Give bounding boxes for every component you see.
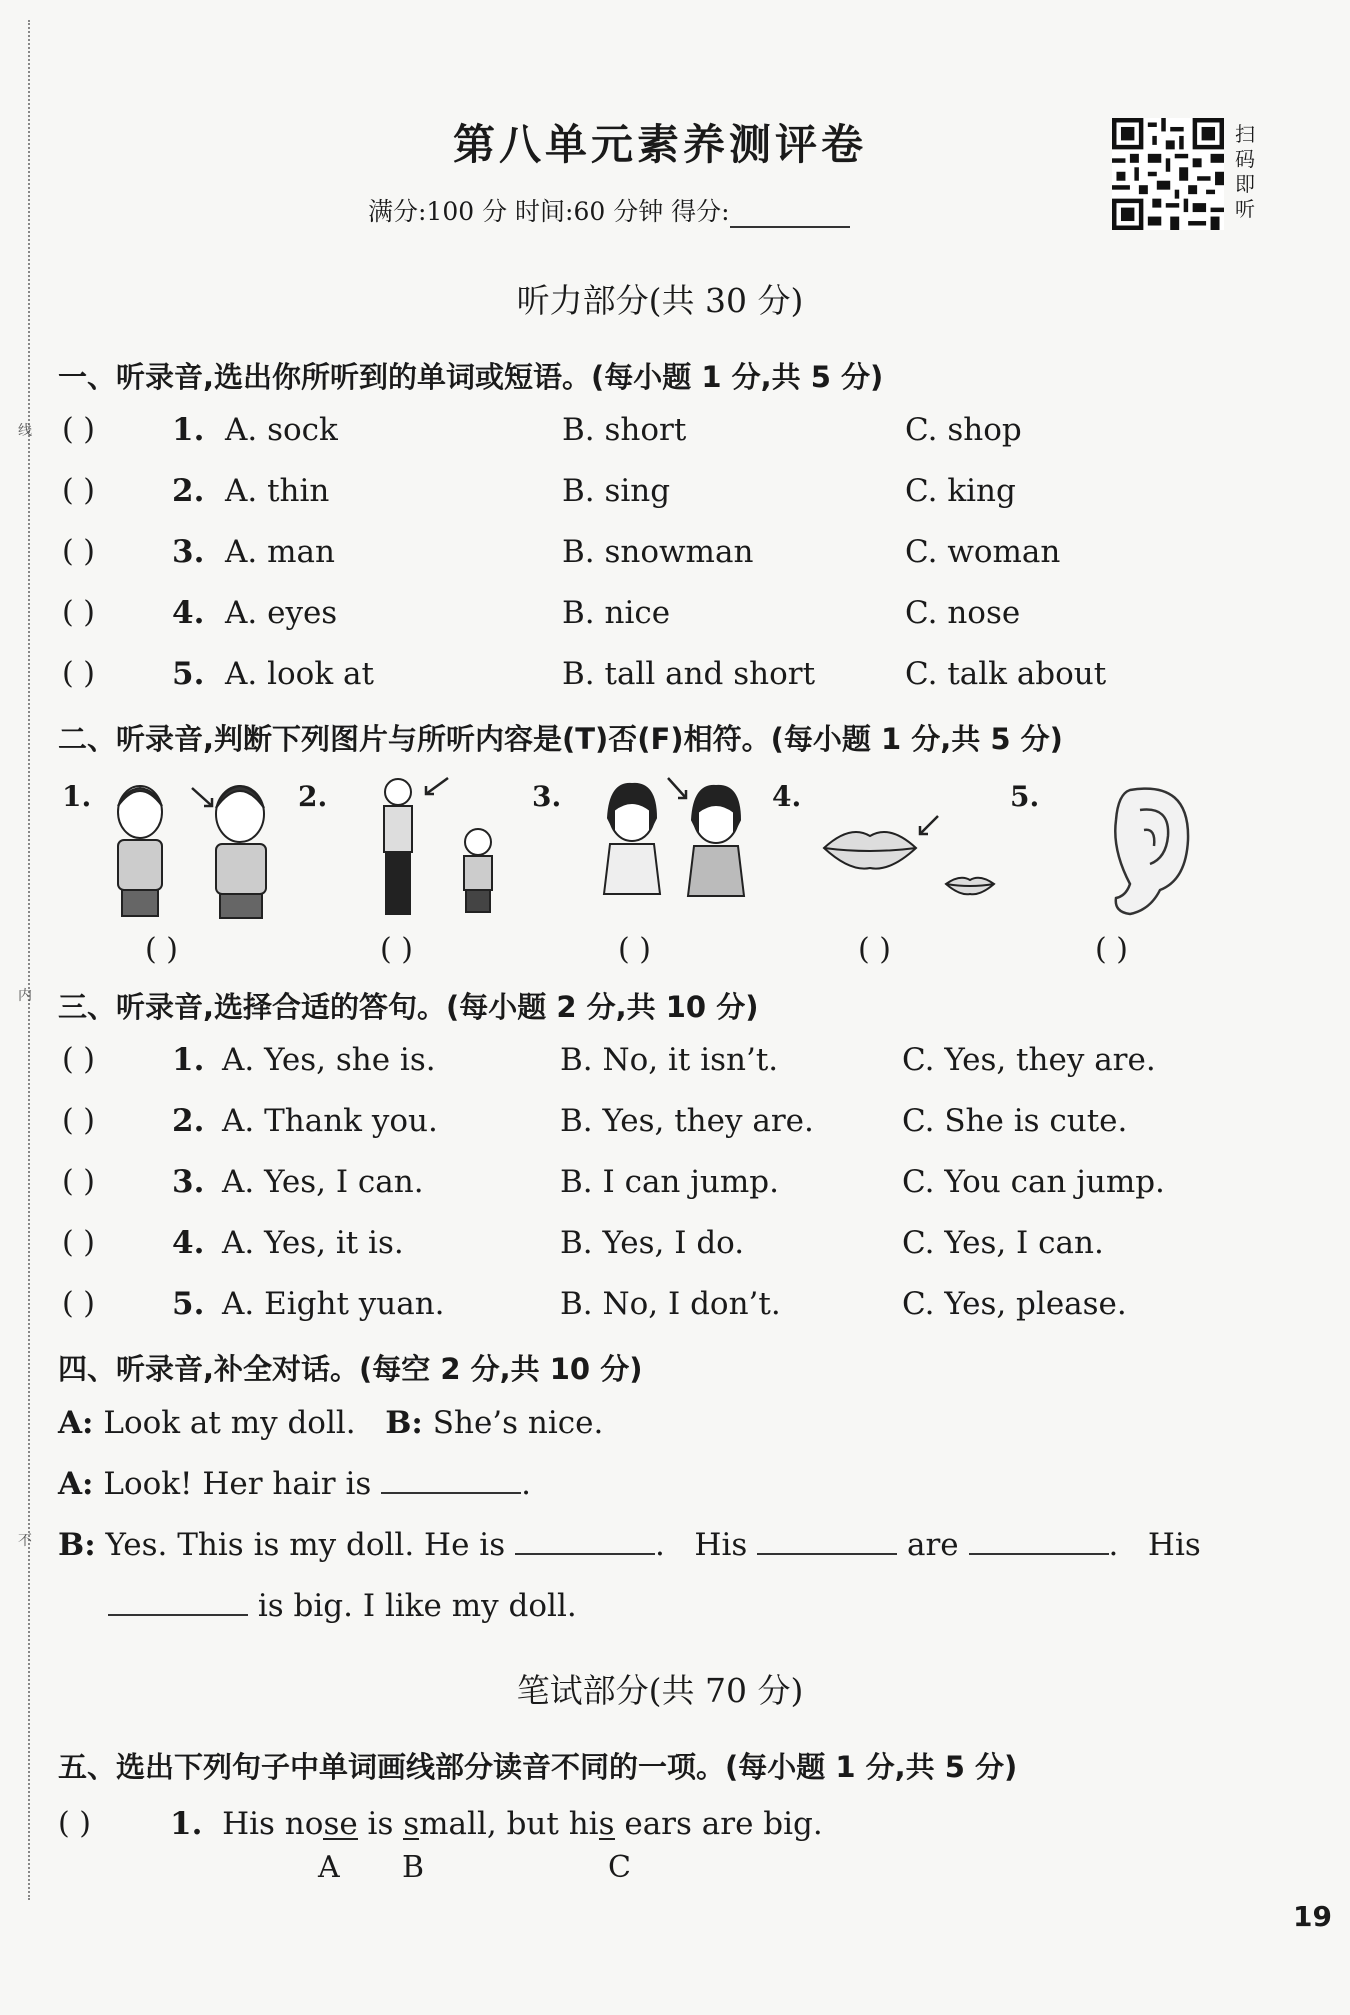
fill-blank-4[interactable] [969, 1529, 1109, 1555]
speaker-a: A: [58, 1405, 94, 1441]
option-label-c: C [608, 1850, 631, 1885]
option-label-b: B [402, 1850, 425, 1885]
answer-paren[interactable]: ( ) [62, 595, 95, 630]
dialog-text: Look at my doll. [103, 1405, 356, 1441]
page-title: 第八单元素养测评卷 [452, 120, 867, 169]
answer-paren[interactable]: ( ) [62, 1042, 95, 1077]
picture-1-boys-eyes [100, 770, 290, 920]
option-b: B. I can jump. [560, 1164, 779, 1200]
answer-paren[interactable]: ( ) [62, 473, 95, 508]
option-a: A. Yes, I can. [222, 1164, 424, 1200]
part2-heading: 二、听录音,判断下列图片与所听内容是(T)否(F)相符。(每小题 1 分,共 5 分) [58, 722, 1063, 756]
part3-heading: 三、听录音,选择合适的答句。(每小题 2 分,共 10 分) [58, 990, 759, 1024]
answer-paren[interactable]: ( ) [145, 932, 178, 967]
fill-blank-1[interactable] [381, 1468, 521, 1494]
picture-5-ear [1100, 780, 1200, 920]
scan-char: 听 [1235, 197, 1255, 221]
option-c: C. Yes, I can. [902, 1225, 1104, 1261]
dialog-line-1 [58, 1405, 603, 1441]
answer-paren[interactable]: ( ) [858, 932, 891, 967]
option-b: B. short [562, 412, 687, 448]
scan-char: 扫 [1235, 122, 1255, 146]
answer-paren[interactable]: ( ) [62, 1103, 95, 1138]
option-a: A. Yes, it is. [222, 1225, 404, 1261]
option-c: C. shop [905, 412, 1022, 448]
question-number: 5. [172, 656, 205, 692]
sentence-text: ears are big. [614, 1806, 823, 1842]
option-c: C. Yes, please. [902, 1286, 1127, 1322]
fill-blank-3[interactable] [757, 1529, 897, 1555]
listening-title: 听力部分(共 30 分) [516, 281, 804, 320]
dialog-text: Look! Her hair is [103, 1466, 372, 1502]
option-b: B. tall and short [562, 656, 816, 692]
part1-heading: 一、听录音,选出你所听到的单词或短语。(每小题 1 分,共 5 分) [58, 360, 884, 394]
dialog-text: His [694, 1527, 748, 1563]
writing-title: 笔试部分(共 70 分) [516, 1671, 804, 1710]
option-a: A. look at [225, 656, 374, 692]
margin-char-2: 内 [18, 988, 32, 1004]
speaker-b: B: [58, 1527, 96, 1563]
option-b: B. Yes, they are. [560, 1103, 814, 1139]
option-label-a: A [318, 1850, 340, 1885]
answer-paren[interactable]: ( ) [380, 932, 413, 967]
margin-char-3: 不 [18, 1533, 32, 1549]
answer-paren[interactable]: ( ) [58, 1806, 91, 1841]
margin-char-1: 线 [18, 423, 32, 439]
dialog-line-2 [58, 1466, 531, 1502]
option-c: C. king [905, 473, 1016, 509]
option-a: A. Eight yuan. [222, 1286, 445, 1322]
page-number: 19 [1293, 1900, 1332, 1933]
question-number: 3. [172, 534, 205, 570]
underlined-part-b: s [403, 1806, 420, 1842]
picture-label: 2. [298, 780, 328, 813]
answer-paren[interactable]: ( ) [62, 534, 95, 569]
part5-sentence-1 [170, 1806, 823, 1842]
question-number: 1. [172, 1042, 205, 1078]
underlined-part-c: s [598, 1806, 615, 1842]
picture-4-mouths [820, 810, 1010, 910]
question-number: 1. [172, 412, 205, 448]
option-c: C. talk about [905, 656, 1107, 692]
period: . [1108, 1527, 1119, 1563]
option-c: C. nose [905, 595, 1021, 631]
option-a: A. man [225, 534, 335, 570]
dialog-text: Yes. This is my doll. He is [105, 1527, 506, 1563]
answer-paren[interactable]: ( ) [62, 656, 95, 691]
meta-text: 满分:100 分 时间:60 分钟 得分: [368, 197, 730, 226]
underlined-part-a: se [323, 1806, 358, 1842]
fill-blank-2[interactable] [515, 1529, 655, 1555]
exam-meta [368, 192, 850, 228]
picture-label: 4. [772, 780, 802, 813]
question-number: 1. [170, 1806, 203, 1842]
sentence-text: mall, but hi [419, 1806, 599, 1842]
option-b: B. Yes, I do. [560, 1225, 745, 1261]
question-number: 4. [172, 595, 205, 631]
score-blank[interactable] [730, 204, 850, 228]
part4-heading: 四、听录音,补全对话。(每空 2 分,共 10 分) [58, 1352, 643, 1386]
answer-paren[interactable]: ( ) [62, 1225, 95, 1260]
answer-paren[interactable]: ( ) [1095, 932, 1128, 967]
part5-heading: 五、选出下列句子中单词画线部分读音不同的一项。(每小题 1 分,共 5 分) [58, 1750, 1018, 1784]
dialog-line-4 [108, 1588, 577, 1624]
option-c: C. She is cute. [902, 1103, 1128, 1139]
speaker-b: B: [385, 1405, 423, 1441]
option-a: A. sock [225, 412, 338, 448]
question-number: 2. [172, 473, 205, 509]
scan-char: 码 [1235, 147, 1255, 171]
dialog-line-3 [58, 1527, 1201, 1563]
picture-3-girls [590, 770, 760, 920]
dialog-text: She’s nice. [432, 1405, 604, 1441]
option-c: C. You can jump. [902, 1164, 1165, 1200]
dialog-text: His [1147, 1527, 1201, 1563]
period: . [654, 1527, 665, 1563]
option-b: B. sing [562, 473, 671, 509]
speaker-a: A: [58, 1466, 94, 1502]
option-c: C. Yes, they are. [902, 1042, 1156, 1078]
sentence-text: His no [222, 1806, 324, 1842]
question-number: 2. [172, 1103, 205, 1139]
sentence-text: is [357, 1806, 404, 1842]
answer-paren[interactable]: ( ) [62, 412, 95, 447]
picture-label: 1. [62, 780, 92, 813]
answer-paren[interactable]: ( ) [62, 1286, 95, 1321]
picture-2-tall-short [360, 770, 520, 920]
option-a: A. Thank you. [222, 1103, 438, 1139]
answer-paren[interactable]: ( ) [62, 1164, 95, 1199]
dialog-text: is big. I like my doll. [257, 1588, 577, 1624]
scan-to-listen [1232, 122, 1258, 222]
option-b: B. No, it isn’t. [560, 1042, 779, 1078]
option-c: C. woman [905, 534, 1061, 570]
question-number: 3. [172, 1164, 205, 1200]
option-a: A. thin [225, 473, 330, 509]
question-number: 5. [172, 1286, 205, 1322]
option-a: A. Yes, she is. [222, 1042, 436, 1078]
option-b: B. No, I don’t. [560, 1286, 781, 1322]
option-b: B. snowman [562, 534, 754, 570]
option-b: B. nice [562, 595, 671, 631]
answer-paren[interactable]: ( ) [618, 932, 651, 967]
dialog-text: are [906, 1527, 959, 1563]
period: . [521, 1466, 531, 1502]
option-a: A. eyes [225, 595, 338, 631]
scan-char: 即 [1235, 172, 1255, 196]
fill-blank-5[interactable] [108, 1590, 248, 1616]
picture-label: 5. [1010, 780, 1040, 813]
picture-label: 3. [532, 780, 562, 813]
question-number: 4. [172, 1225, 205, 1261]
qr-code-icon[interactable] [1112, 118, 1224, 230]
